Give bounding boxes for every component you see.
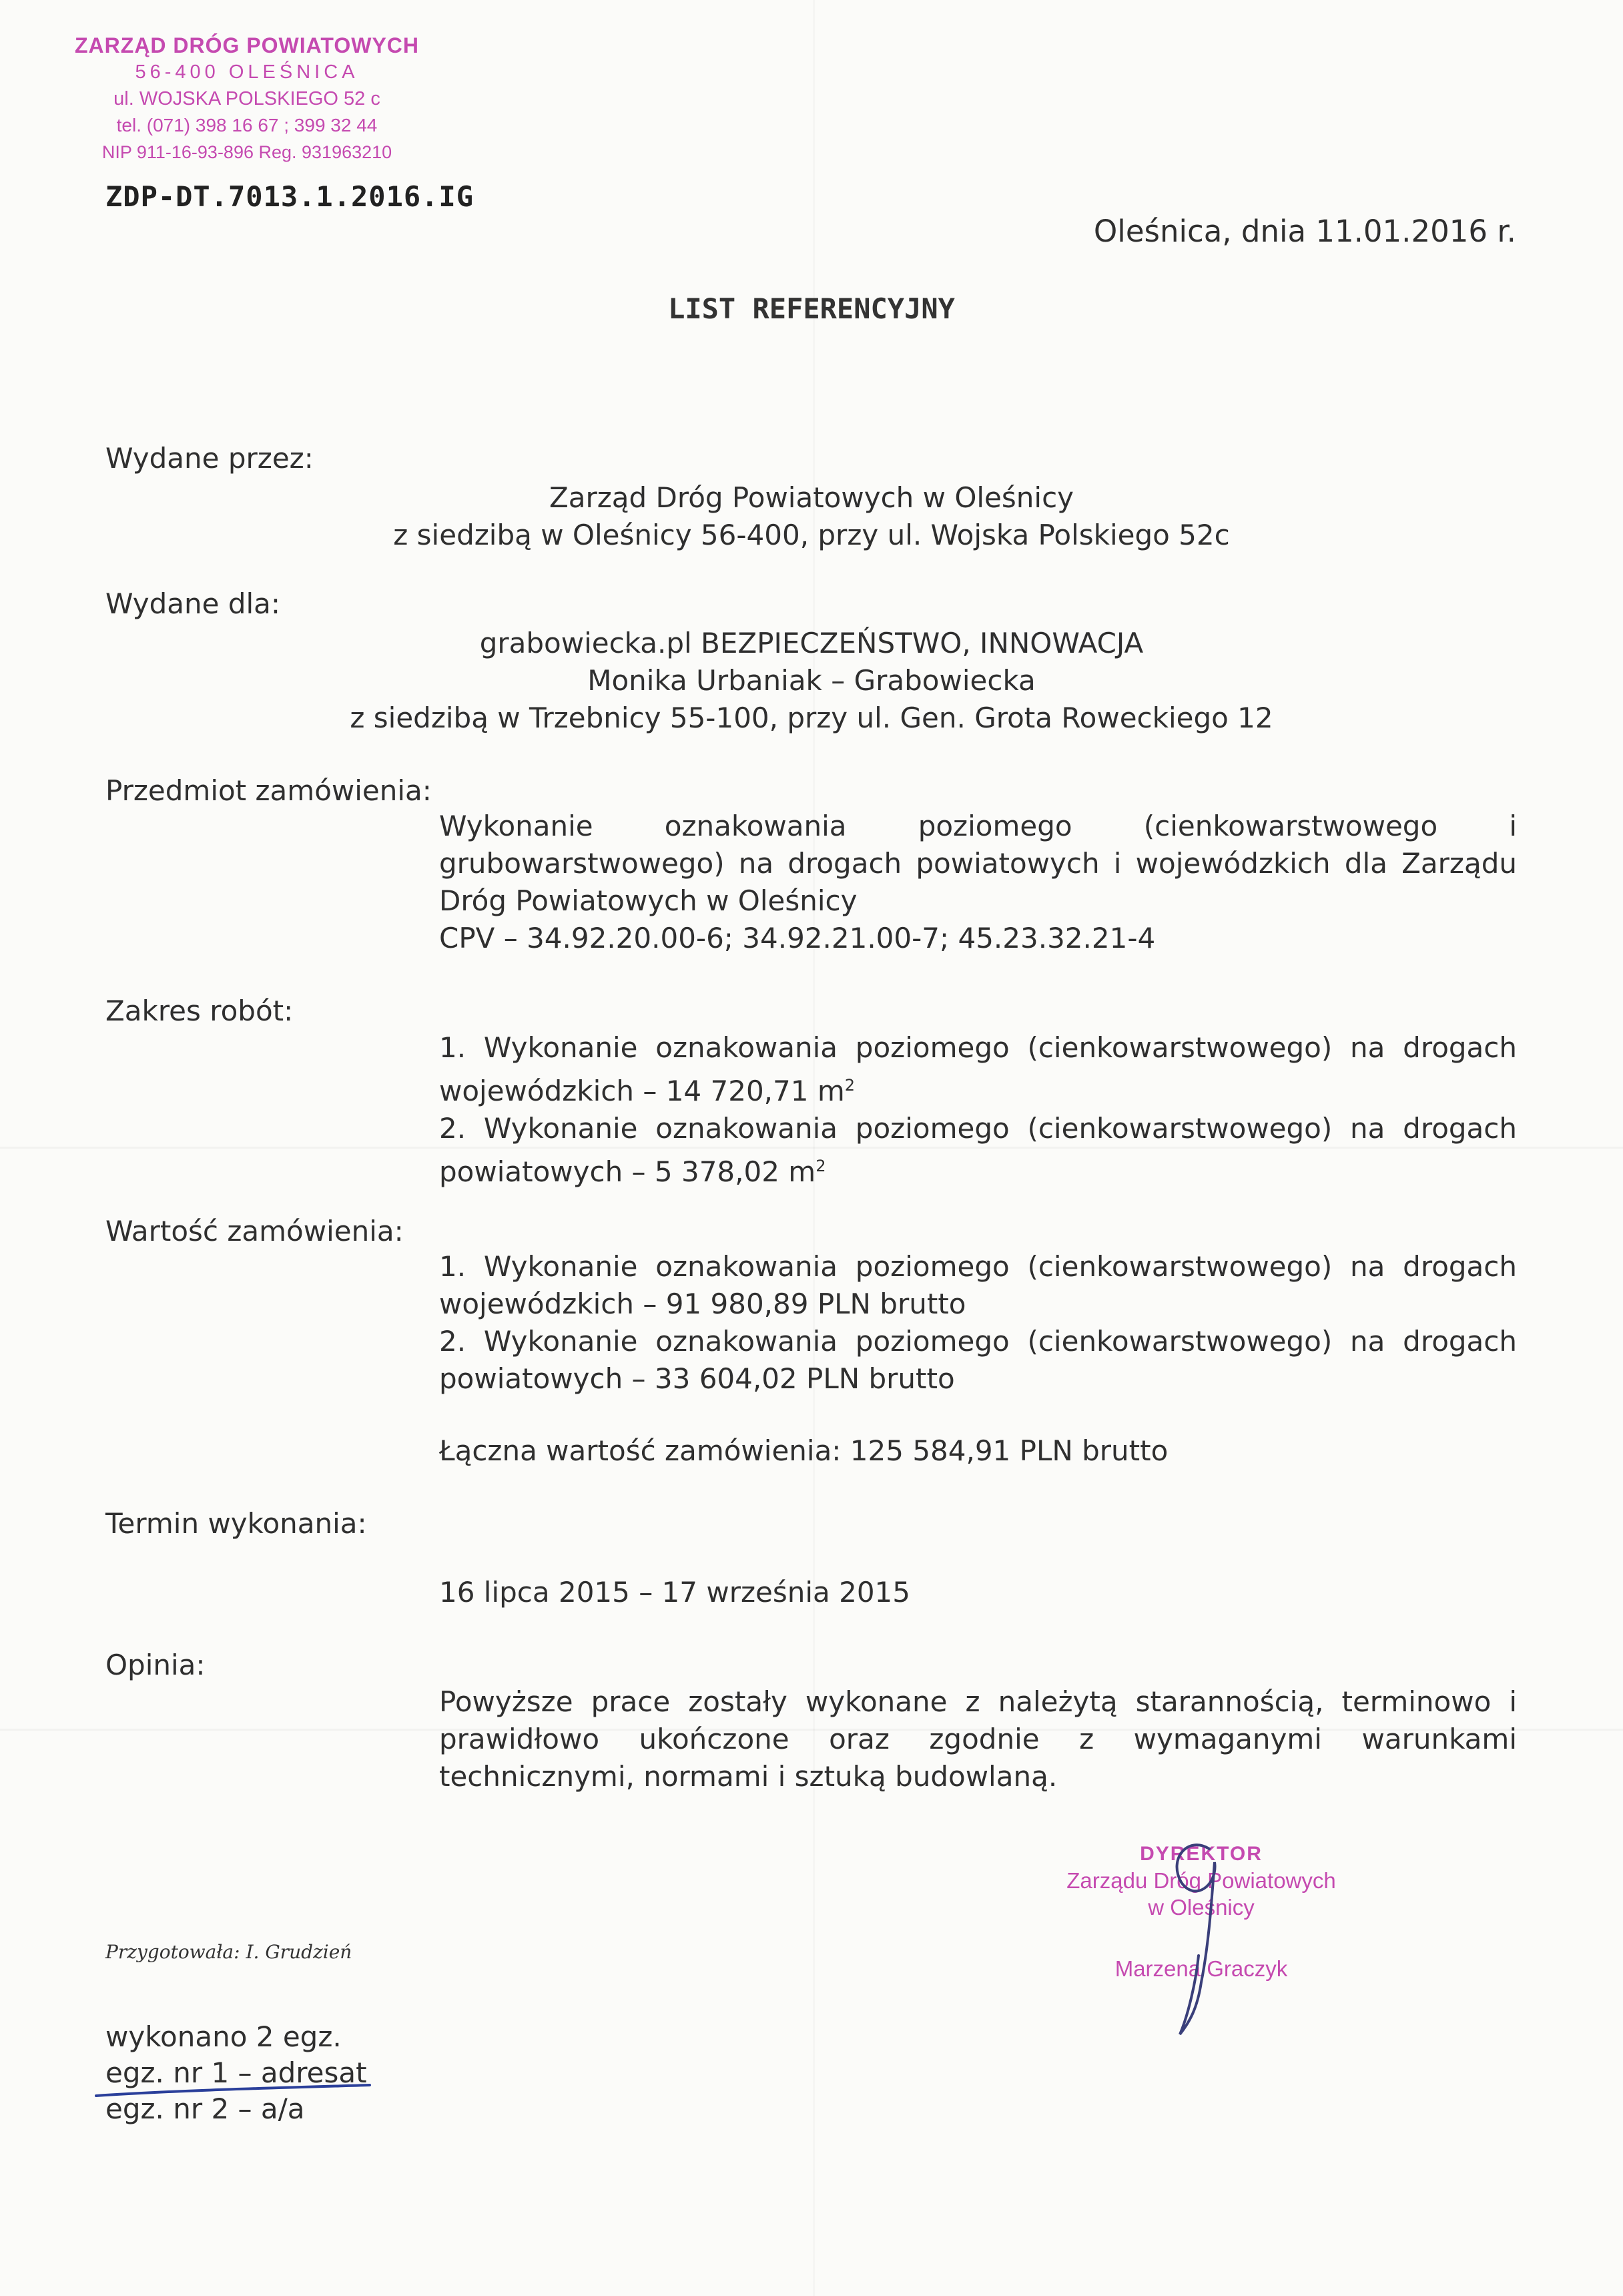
term-label: Termin wykonania: bbox=[105, 1507, 367, 1540]
stamp-line: NIP 911-16-93-896 Reg. 931963210 bbox=[101, 142, 392, 162]
scope-item-text: 1. Wykonanie oznakowania poziomego (cienkowarstwowego) na drogach wojewódzkich – 14 720,71 m bbox=[439, 1031, 1517, 1107]
unit-superscript: 2 bbox=[844, 1076, 856, 1095]
scope-item bbox=[439, 1110, 1517, 1191]
opinion-label: Opinia: bbox=[105, 1649, 206, 1681]
value-item: 2. Wykonanie oznakowania poziomego (cienkowarstwowego) na drogach powiatowych – 33 604,02 PLN brutto bbox=[439, 1325, 1517, 1395]
reference-number: ZDP-DT.7013.1.2016.IG bbox=[105, 180, 474, 213]
issued-to-company: grabowiecka.pl BEZPIECZEŃSTWO, INNOWACJA bbox=[479, 627, 1144, 659]
value-total: Łączna wartość zamówienia: 125 584,91 PLN brutto bbox=[439, 1434, 1169, 1467]
opinion-text: Powyższe prace zostały wykonane z należytą starannością, terminowo i prawidłowo ukończone oraz zgodnie z wymaganymi warunkami technicznymi, normami i sztuką budowlaną. bbox=[439, 1685, 1517, 1793]
unit-superscript: 2 bbox=[816, 1157, 826, 1175]
document-date: Oleśnica, dnia 11.01.2016 r. bbox=[1093, 214, 1516, 249]
value-label: Wartość zamówienia: bbox=[105, 1215, 404, 1247]
pen-underline bbox=[93, 2081, 374, 2101]
copies-line: wykonano 2 egz. bbox=[105, 2020, 342, 2053]
value-section bbox=[439, 1248, 1517, 1470]
director-name: Marzena Graczyk bbox=[1114, 1956, 1288, 1981]
stamp-line: 56-400 OLEŚNICA bbox=[135, 61, 359, 83]
stamp-line: tel. (071) 398 16 67 ; 399 32 44 bbox=[116, 115, 378, 135]
stamp-line: ZARZĄD DRÓG POWIATOWYCH bbox=[75, 33, 419, 57]
scope-item bbox=[439, 1029, 1517, 1110]
subject-label: Przedmiot zamówienia: bbox=[105, 774, 432, 807]
subject-cpv: CPV – 34.92.20.00-6; 34.92.21.00-7; 45.23.32.21-4 bbox=[439, 922, 1156, 954]
issued-to-label: Wydane dla: bbox=[105, 587, 281, 620]
value-item: 1. Wykonanie oznakowania poziomego (cienkowarstwowego) na drogach wojewódzkich – 91 980,89 PLN brutto bbox=[439, 1250, 1517, 1320]
copies-note bbox=[105, 2019, 367, 2127]
scope-item-text: 2. Wykonanie oznakowania poziomego (cienkowarstwowego) na drogach powiatowych – 5 378,02 m bbox=[439, 1112, 1517, 1188]
scope-label: Zakres robót: bbox=[105, 994, 294, 1027]
issued-to-person: Monika Urbaniak – Grabowiecka bbox=[587, 664, 1036, 697]
issued-by-label: Wydane przez: bbox=[105, 442, 314, 475]
handwritten-signature bbox=[1148, 1822, 1255, 2042]
director-city: w Oleśnicy bbox=[1148, 1895, 1255, 1920]
director-title: DYREKTOR bbox=[1140, 1843, 1263, 1865]
issued-by-address: z siedzibą w Oleśnicy 56-400, przy ul. Wojska Polskiego 52c bbox=[393, 519, 1230, 551]
copies-line: egz. nr 1 – adresat bbox=[105, 2056, 367, 2089]
issued-to-address: z siedzibą w Trzebnicy 55-100, przy ul. Gen. Grota Roweckiego 12 bbox=[350, 701, 1273, 734]
stamp-line: ul. WOJSKA POLSKIEGO 52 c bbox=[113, 88, 380, 109]
prepared-by: Przygotowała: I. Grudzień bbox=[105, 1941, 352, 1963]
issued-by-name: Zarząd Dróg Powiatowych w Oleśnicy bbox=[549, 481, 1074, 514]
subject-section bbox=[439, 808, 1517, 957]
document-title: LIST REFERENCYJNY bbox=[668, 292, 955, 325]
director-office: Zarządu Dróg Powiatowych bbox=[1066, 1868, 1336, 1893]
scope-section bbox=[439, 1029, 1517, 1191]
copies-line: egz. nr 2 – a/a bbox=[105, 2092, 305, 2125]
office-stamp bbox=[53, 32, 440, 166]
subject-text: Wykonanie oznakowania poziomego (cienkowarstwowego i grubowarstwowego) na drogach powiatowych i wojewódzkich dla Zarządu Dróg Powiatowych w Oleśnicy bbox=[439, 810, 1517, 917]
term-text: 16 lipca 2015 – 17 września 2015 bbox=[439, 1576, 911, 1609]
